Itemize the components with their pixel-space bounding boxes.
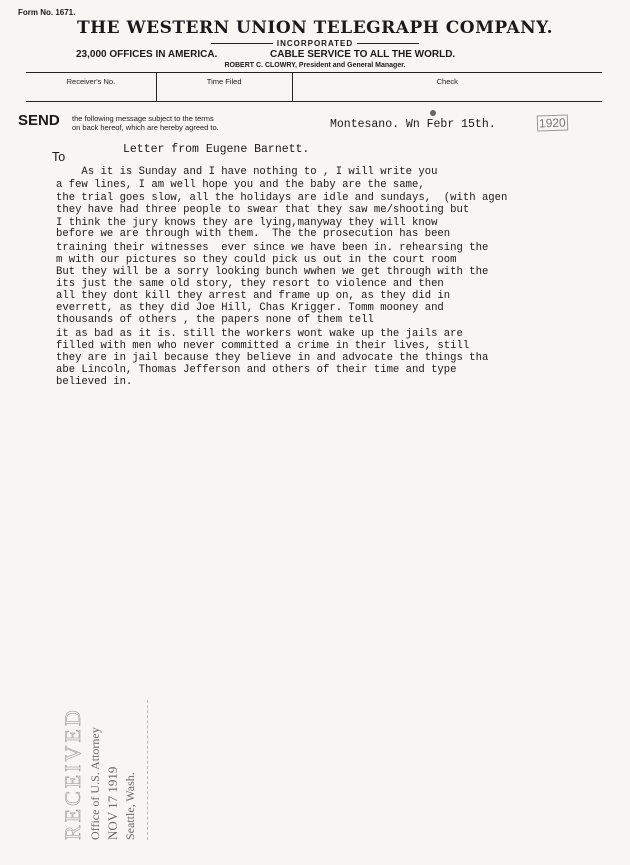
incorporated-label: INCORPORATED	[0, 39, 630, 48]
receivers-no-cell: Receiver's No.	[26, 73, 157, 101]
message-line: filled with men who never committed a crime in their lives, still	[56, 340, 470, 352]
terms-line-1: the following message subject to the terms	[72, 114, 214, 123]
message-line: But they will be a sorry looking bunch wwhen we get through with the	[56, 266, 489, 278]
message-line: I think the jury knows they are lying,manyway they will know	[56, 217, 438, 229]
received-stamp	[48, 690, 143, 850]
message-line: training their witnesses ever since we have been in. rehearsing the	[56, 242, 489, 254]
terms-text	[72, 114, 219, 132]
send-label: SEND	[18, 112, 60, 129]
form-number: Form No. 1671.	[18, 8, 76, 17]
stamp-received: RECEIVED	[60, 707, 85, 840]
message-line: thousands of others , the papers none of them tell	[56, 314, 374, 326]
time-filed-cell: Time Filed	[157, 73, 293, 101]
message-line: its just the same old story, they resort to violence and then	[56, 278, 444, 290]
stamp-office: Office of U.S. Attorney	[88, 727, 102, 840]
message-line: everrett, as they did Joe Hill, Chas Krigger. Tomm mooney and	[56, 302, 444, 314]
place-date: Montesano. Wn Febr 15th.	[330, 118, 496, 131]
message-line: the trial goes slow, all the holidays are idle and sundays, (with agen	[56, 192, 508, 204]
company-name: THE WESTERN UNION TELEGRAPH COMPANY.	[76, 18, 554, 38]
greeting-line: Letter from Eugene Barnett.	[123, 143, 310, 156]
stamp-city: Seattle, Wash.	[123, 772, 137, 840]
message-line: before we are through with them. The the prosecution has been	[56, 228, 451, 240]
punch-hole	[430, 110, 436, 116]
message-line: they have had three people to swear that they saw me/shooting but	[56, 204, 470, 216]
message-line: m with our pictures so they could pick us out in the court room	[56, 254, 457, 266]
message-line: they are in jail because they believe in and advocate the things tha	[56, 352, 489, 364]
message-line: abe Lincoln, Thomas Jefferson and others of their time and type	[56, 364, 457, 376]
message-line: all they dont kill they arrest and frame up on, as they did in	[56, 290, 451, 302]
stamp-date: NOV 17 1919	[105, 766, 120, 840]
year-note: 1920	[537, 114, 568, 131]
president-label: ROBERT C. CLOWRY, President and General Manager.	[224, 62, 406, 69]
check-cell: Check	[436, 77, 458, 86]
terms-line-2: on back hereof, which are hereby agreed to.	[72, 123, 219, 132]
offices-label: 23,000 OFFICES IN AMERICA.	[76, 49, 218, 60]
cable-label: CABLE SERVICE TO ALL THE WORLD.	[270, 49, 456, 60]
header-table	[26, 72, 602, 102]
to-label: To	[52, 150, 66, 164]
message-line: believed in.	[56, 376, 133, 388]
message-line: a few lines, I am well hope you and the baby are the same,	[56, 179, 425, 191]
margin-line	[147, 700, 148, 840]
message-line: As it is Sunday and I have nothing to , I will write you	[56, 166, 438, 178]
message-line: it as bad as it is. still the workers wont wake up the jails are	[56, 328, 463, 340]
